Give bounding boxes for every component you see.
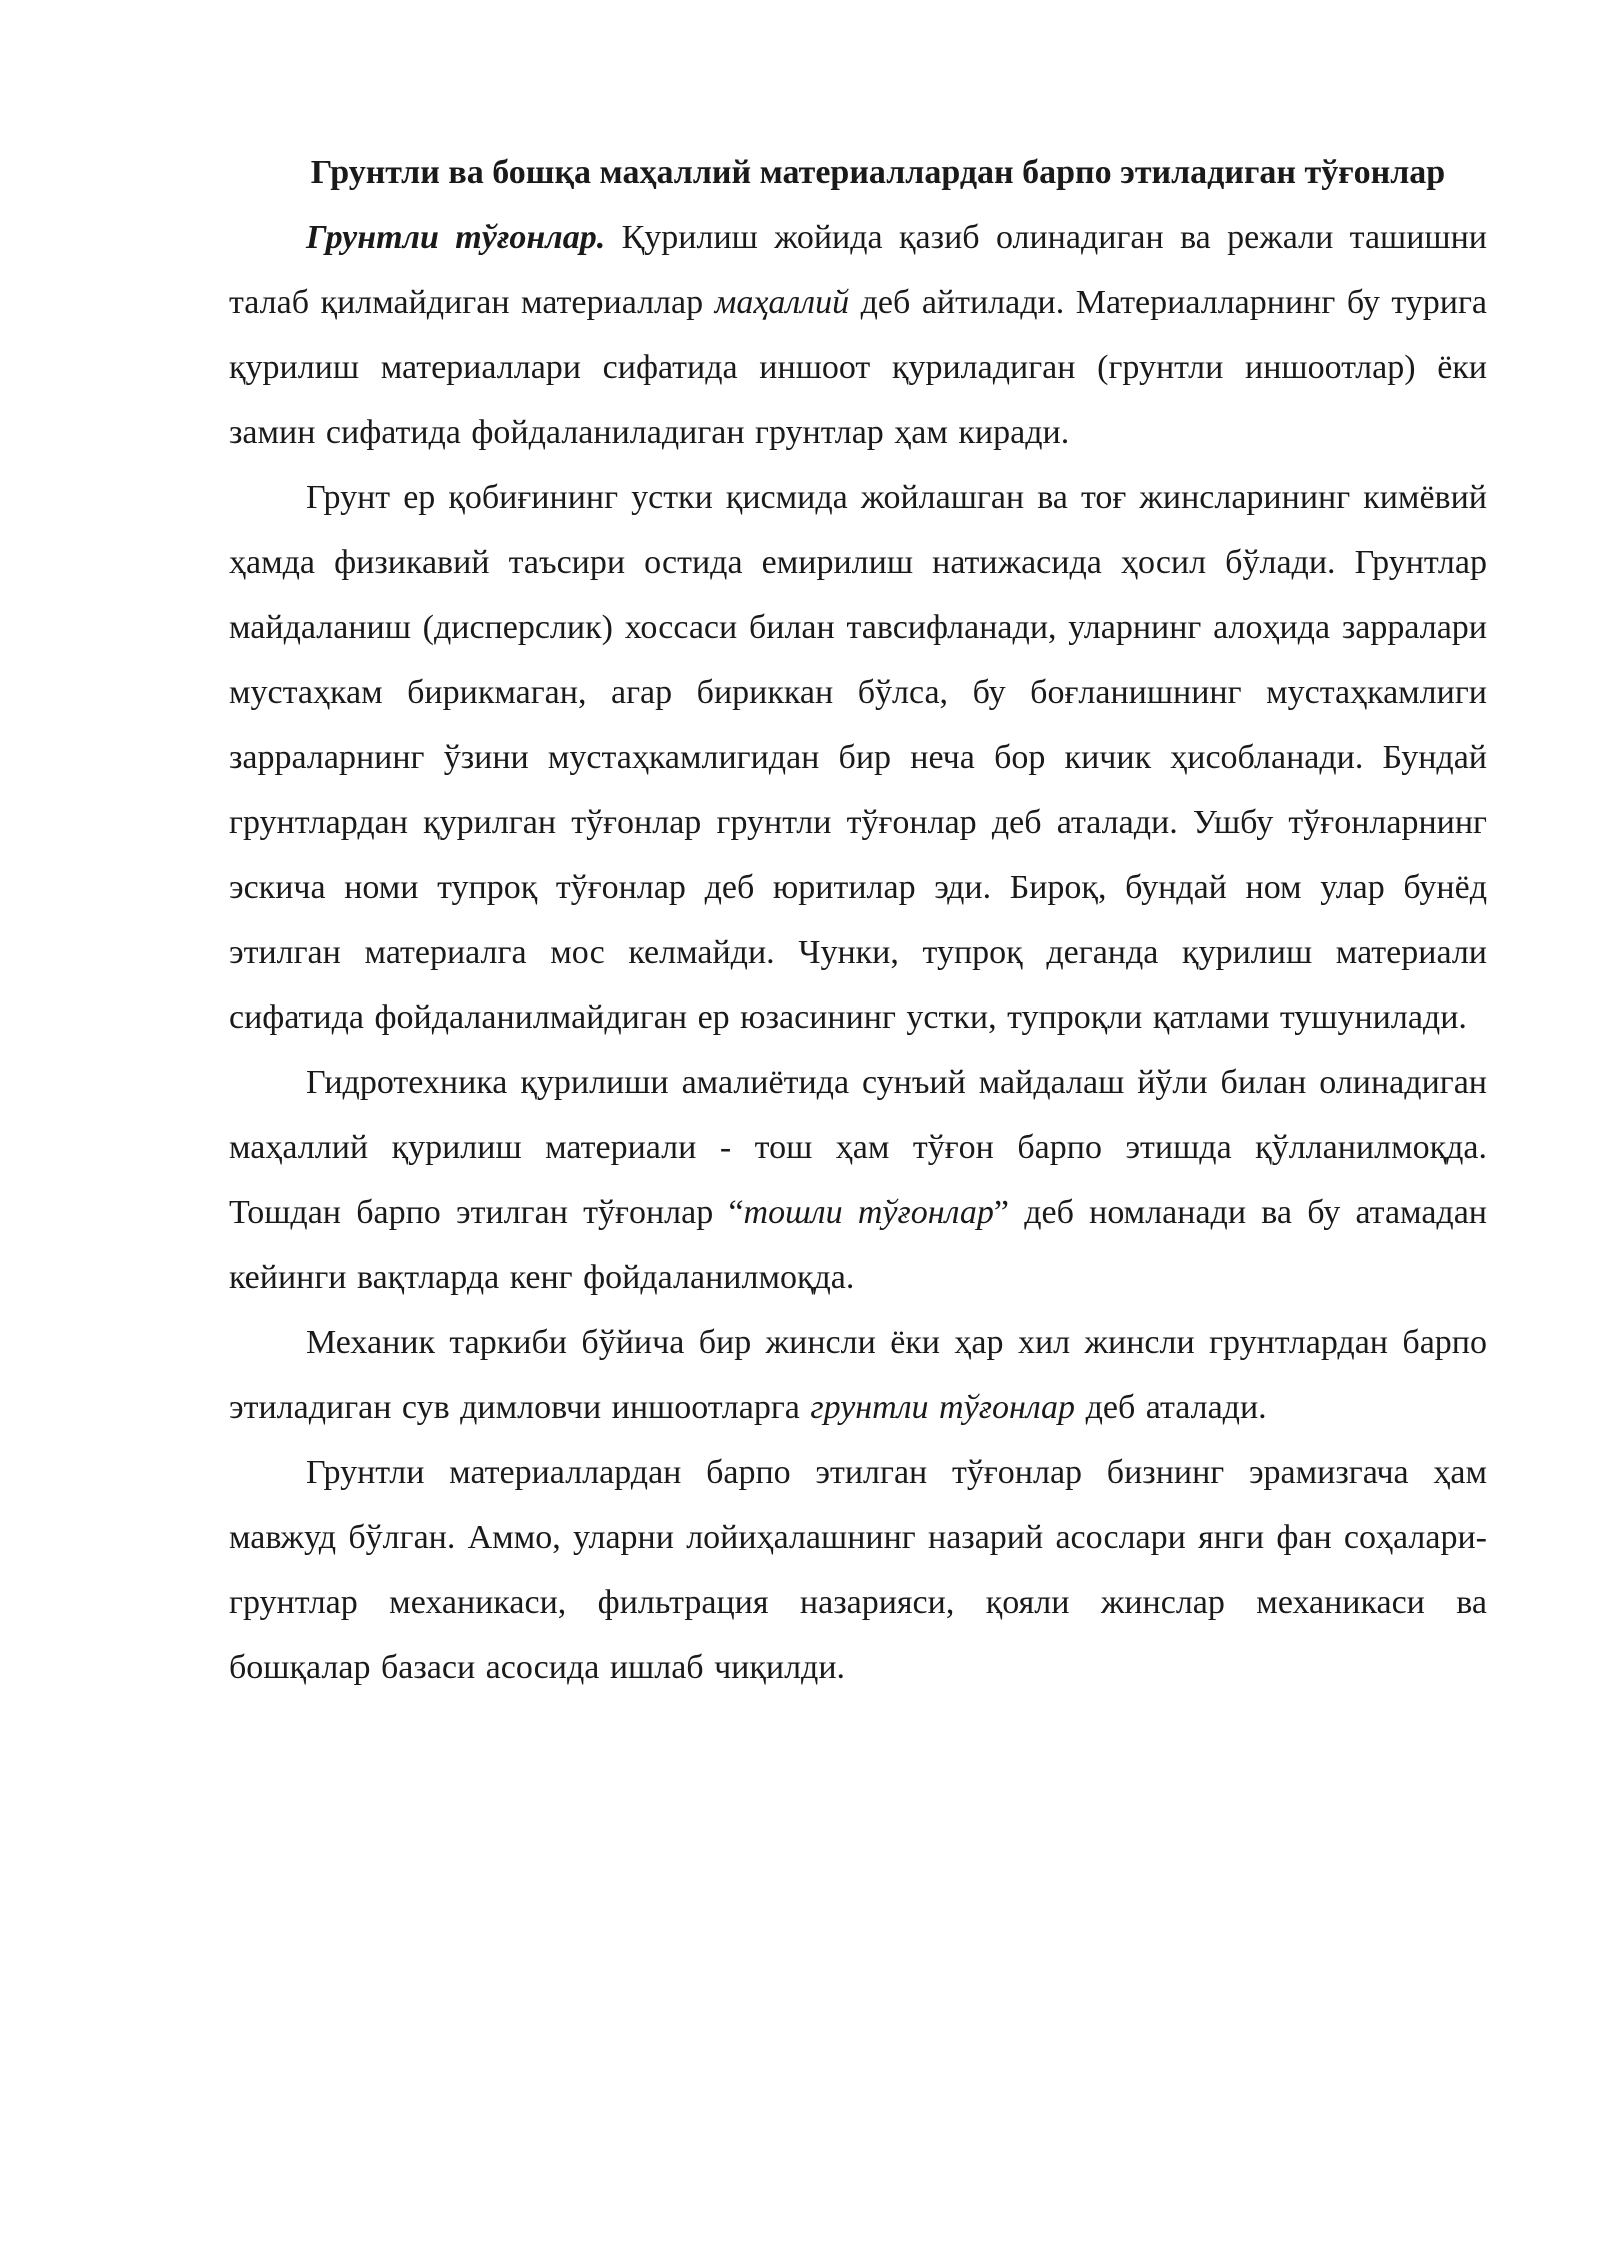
document-page [229, 140, 1487, 1700]
paragraph-5: Грунтли материаллардан барпо этилган тўғонлар бизнинг эрамизгача ҳам мавжуд бўлган. Аммо, уларни лойиҳалашнинг назарий асослари янги фан соҳалари-грунтлар механикаси, фильтрация назарияси, қояли жинслар механикаси ва бошқалар базаси асосида ишлаб чиқилди. [229, 1454, 1487, 1686]
paragraph-4-text-a: Механик таркиби бўйича бир жинсли ёки ҳар хил жинсли грунтлардан барпо этиладиган сув димловчи иншоотларга [229, 1324, 1487, 1426]
paragraph-3-emphasis: тошли тўғонлар [743, 1194, 994, 1231]
paragraph-1-emphasis: маҳаллий [714, 284, 850, 321]
paragraph-3-text-a: Гидротехника қурилиши амалиётида сунъий майдалаш йўли билан олинадиган маҳаллий қурилиш материали - тош ҳам тўғон барпо этишда қўлланилмоқда. Тошдан барпо этилган тўғонлар “ [229, 1064, 1487, 1231]
paragraph-1 [229, 205, 1487, 465]
paragraph-4-text-b: деб аталади. [1075, 1389, 1267, 1426]
paragraph-4-emphasis: грунтли тўғонлар [810, 1389, 1076, 1426]
paragraph-2: Грунт ер қобиғининг устки қисмида жойлашган ва тоғ жинсларининг кимёвий ҳамда физикавий таъсири остида емирилиш натижасида ҳосил бўлади. Грунтлар майдаланиш (дисперслик) хоссаси билан тавсифланади, уларнинг алоҳида зарралари мустаҳкам бирикмаган, агар бириккан бўлса, бу боғланишнинг мустаҳкамлиги зарраларнинг ўзини мустаҳкамлигидан бир неча бор кичик ҳисобланади. Бундай грунтлардан қурилган тўғонлар грунтли тўғонлар деб аталади. Ушбу тўғонларнинг эскича номи тупроқ тўғонлар деб юритилар эди. Бироқ, бундай ном улар бунёд этилган материалга мос келмайди. Чунки, тупроқ деганда қурилиш материали сифатида фойдаланилмайдиган ер юзасининг устки, тупроқли қатлами тушунилади. [229, 479, 1487, 1036]
paragraph-1-text-a: Қурилиш жойида қазиб олинадиган ва режали ташишни талаб қилмайдиган материаллар [229, 219, 1487, 321]
paragraph-1-text-b: деб айтилади. Материалларнинг бу турига қурилиш материаллари сифатида иншоот қуриладиган (грунтли иншоотлар) ёки замин сифатида фойдаланиладиган грунтлар ҳам киради. [229, 284, 1487, 451]
paragraph-3 [229, 1050, 1487, 1310]
paragraph-3-text-b: ” деб номланади ва бу атамадан кейинги вақтларда кенг фойдаланилмоқда. [229, 1194, 1488, 1296]
paragraph-1-lead: Грунтли тўғонлар. [306, 219, 606, 256]
paragraph-4 [229, 1310, 1487, 1440]
document-title: Грунтли ва бошқа маҳаллий материаллардан барпо этиладиган тўғонлар [310, 154, 1446, 191]
